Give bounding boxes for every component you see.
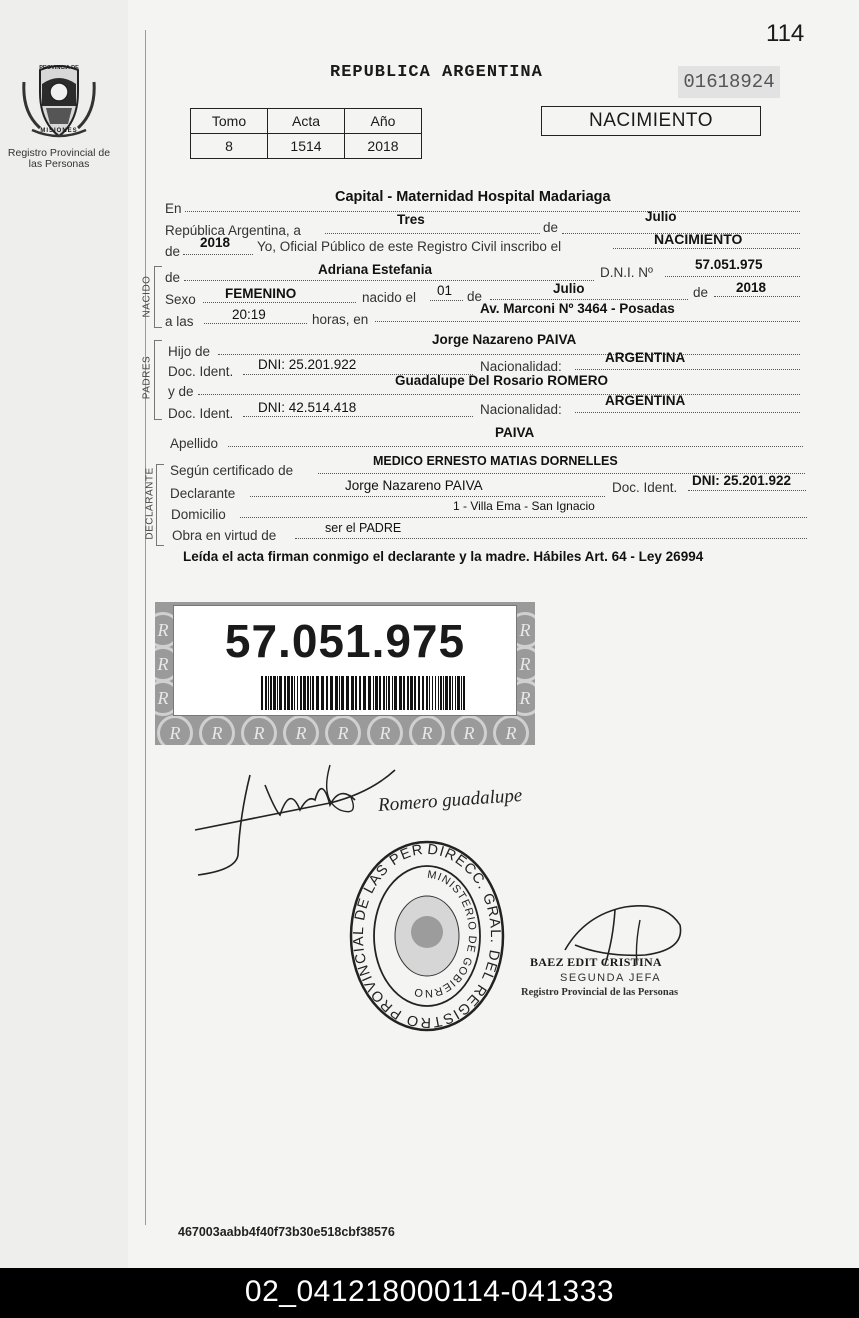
card-pattern-circle: R	[507, 646, 535, 682]
republica-label: República Argentina, a	[165, 223, 301, 238]
dni-card-face	[173, 605, 517, 716]
barcode-bar	[297, 676, 298, 710]
tomo-header: Tomo	[191, 109, 268, 134]
day-value: Tres	[397, 212, 425, 227]
barcode-bar	[410, 676, 413, 710]
barcode-bar	[426, 676, 428, 710]
dotted-line	[185, 211, 800, 212]
dotted-line	[325, 233, 540, 234]
dotted-line	[490, 299, 688, 300]
seal-inner-text: MINISTERIO DE GOBIERNO	[412, 868, 479, 1000]
oficial-text: Yo, Oficial Público de este Registro Civil inscribo el	[257, 239, 562, 254]
nac-label: Nacionalidad:	[480, 359, 562, 374]
dni-label: D.N.I. Nº	[600, 265, 653, 280]
hijo-label: Hijo de	[168, 344, 211, 359]
dotted-line	[198, 394, 800, 395]
barcode-bar	[457, 676, 460, 710]
barcode-bar	[432, 676, 433, 710]
barcode-bar	[452, 676, 453, 710]
dotted-line	[218, 354, 800, 355]
dotted-line	[575, 412, 800, 413]
horas-label: horas, en	[312, 312, 369, 327]
card-pattern-circle: R	[507, 680, 535, 716]
padres-side-label: PADRES	[141, 355, 153, 400]
barcode-bar	[399, 676, 402, 710]
barcode-bar	[373, 676, 374, 710]
barcode-bar	[455, 676, 456, 710]
father-nationality: ARGENTINA	[605, 350, 686, 365]
page-number: 114	[766, 20, 805, 47]
footer-code: 02_041218000114-041333	[244, 1275, 615, 1308]
card-pattern-circle: R	[157, 715, 193, 745]
barcode-bar	[284, 676, 286, 710]
barcode-bar	[392, 676, 393, 710]
de-label: de	[543, 220, 559, 235]
barcode-bar	[316, 676, 319, 710]
year-prefix: de	[165, 244, 181, 259]
seal-outer-text: DIRECC. GRAL. DEL REGISTRO PROVINCIAL DE LAS PER	[350, 841, 504, 1031]
dotted-line	[228, 446, 803, 447]
barcode-bar	[330, 676, 333, 710]
card-pattern-circle: R	[493, 715, 529, 745]
mother-nationality: ARGENTINA	[605, 393, 686, 408]
barcode-bar	[445, 676, 448, 710]
doc-label: Doc. Ident.	[168, 406, 234, 421]
barcode-bar	[346, 676, 349, 710]
card-pattern-circle: R	[155, 646, 181, 682]
document-hash: 467003aabb4f40f73b30e518cbf38576	[178, 1225, 395, 1239]
barcode-bar	[407, 676, 409, 710]
card-pattern-circle: R	[283, 715, 319, 745]
inscribe-value: NACIMIENTO	[654, 231, 743, 247]
dotted-line	[240, 517, 807, 518]
barcode-bar	[268, 676, 269, 710]
dotted-line	[204, 323, 307, 324]
barcode-bar	[261, 676, 263, 710]
father-doc: DNI: 25.201.922	[258, 357, 357, 372]
barcode-bar	[277, 676, 278, 710]
dotted-line	[613, 248, 800, 249]
barcode-bar	[310, 676, 311, 710]
act-type-box: NACIMIENTO	[541, 106, 761, 136]
birth-address: Av. Marconi Nº 3464 - Posadas	[480, 301, 675, 316]
nacido-de-label: de	[165, 270, 181, 285]
barcode-bar	[463, 676, 465, 710]
margin-rule	[145, 30, 146, 1225]
nacido-side-label: NACIDO	[141, 275, 153, 318]
barcode-bar	[363, 676, 366, 710]
apellido-value: PAIVA	[495, 425, 535, 440]
anio-value: 2018	[345, 134, 422, 159]
barcode-bar	[403, 676, 405, 710]
barcode-bar	[449, 676, 451, 710]
month-value: Julio	[645, 209, 677, 224]
barcode-bar	[335, 676, 338, 710]
decl-doc-label: Doc. Ident.	[612, 480, 678, 495]
certificate-issuer: MEDICO ERNESTO MATIAS DORNELLES	[373, 454, 618, 468]
dni-card	[155, 602, 535, 745]
crest-top-text: PROVINCIA DE	[39, 65, 79, 71]
official-name: BAEZ EDIT CRISTINA	[530, 955, 662, 969]
birth-time: 20:19	[232, 307, 266, 322]
page-margin	[0, 0, 128, 1268]
domicilio-label: Domicilio	[171, 507, 226, 522]
barcode-bar	[265, 676, 267, 710]
dni-card-number: 57.051.975	[224, 615, 466, 667]
domicilio-value: 1 - Villa Ema - San Ignacio	[453, 499, 595, 513]
father-name: Jorge Nazareno PAIVA	[432, 332, 577, 347]
barcode-bar	[351, 676, 354, 710]
acta-value: 1514	[268, 134, 345, 159]
barcode-bar	[461, 676, 462, 710]
de-label: de	[693, 285, 709, 300]
barcode-bar	[394, 676, 397, 710]
year-value: 2018	[200, 235, 231, 250]
barcode-bar	[312, 676, 314, 710]
barcode-bar	[435, 676, 436, 710]
official-org: Registro Provincial de las Personas	[521, 987, 679, 998]
de-label: de	[467, 289, 483, 304]
child-name: Adriana Estefania	[318, 262, 433, 277]
section-bracket	[154, 340, 162, 420]
mother-signature: Romero guadalupe	[377, 784, 523, 817]
barcode-bar	[339, 676, 340, 710]
barcode-bar	[307, 676, 309, 710]
barcode-bar	[294, 676, 295, 710]
cert-label: Según certificado de	[170, 463, 294, 478]
card-pattern-circle: R	[451, 715, 487, 745]
barcode-bar	[273, 676, 276, 710]
dotted-line	[184, 280, 594, 281]
alas-label: a las	[165, 314, 194, 329]
birth-day: 01	[437, 283, 453, 298]
dotted-line	[375, 321, 800, 322]
tomo-acta-table	[190, 108, 422, 159]
barcode-bar	[375, 676, 378, 710]
barcode-bar	[287, 676, 290, 710]
yde-label: y de	[168, 384, 194, 399]
declarante-label: Declarante	[170, 486, 236, 501]
mother-name: Guadalupe Del Rosario ROMERO	[395, 373, 609, 388]
card-pattern-circle: R	[507, 612, 535, 648]
registry-label: Registro Provincial de las Personas	[7, 147, 111, 170]
barcode-bar	[321, 676, 324, 710]
barcode-bar	[414, 676, 416, 710]
barcode-bar	[443, 676, 444, 710]
barcode-bar	[279, 676, 282, 710]
barcode-bar	[326, 676, 328, 710]
mother-doc: DNI: 42.514.418	[258, 400, 357, 415]
dotted-line	[250, 496, 605, 497]
dotted-line	[243, 416, 473, 417]
card-pattern-circle: R	[241, 715, 277, 745]
barcode-bar	[355, 676, 357, 710]
country-title: REPUBLICA ARGENTINA	[330, 63, 543, 82]
birth-month: Julio	[553, 281, 585, 296]
barcode-bar	[383, 676, 385, 710]
doc-label: Doc. Ident.	[168, 364, 234, 379]
barcode-bar	[440, 676, 442, 710]
barcode-bar	[270, 676, 272, 710]
barcode-icon	[259, 676, 471, 712]
barcode-bar	[422, 676, 424, 710]
crest-bottom-text: MISIONES	[40, 128, 78, 134]
closing-statement: Leída el acta firman conmigo el declarante y la madre. Hábiles Art. 64 - Ley 26994	[183, 549, 704, 564]
dotted-line	[430, 300, 463, 301]
card-pattern-circle: R	[155, 680, 181, 716]
barcode-bar	[341, 676, 344, 710]
provincial-crest-icon	[20, 62, 98, 142]
barcode-bar	[388, 676, 390, 710]
section-bracket	[156, 464, 164, 546]
dotted-line	[203, 302, 356, 303]
dotted-line	[688, 490, 806, 491]
barcode-bar	[438, 676, 439, 710]
barcode-bar	[300, 676, 302, 710]
obra-value: ser el PADRE	[325, 521, 402, 535]
obra-label: Obra en virtud de	[172, 528, 277, 543]
dotted-line	[183, 254, 253, 255]
acta-header: Acta	[268, 109, 345, 134]
dotted-line	[295, 538, 807, 539]
birth-year: 2018	[736, 280, 767, 295]
nacido-el-label: nacido el	[362, 290, 417, 305]
declarante-side-label: DECLARANTE	[144, 467, 156, 540]
barcode-bar	[386, 676, 387, 710]
declarante-doc: DNI: 25.201.922	[692, 473, 792, 488]
barcode-bar	[291, 676, 293, 710]
en-label: En	[165, 201, 182, 216]
barcode-bar	[359, 676, 361, 710]
dotted-line	[665, 276, 800, 277]
child-dni: 57.051.975	[695, 257, 763, 272]
tomo-value: 8	[191, 134, 268, 159]
barcode-bar	[303, 676, 306, 710]
card-pattern-circle: R	[325, 715, 361, 745]
sexo-label: Sexo	[165, 292, 196, 307]
card-pattern-circle: R	[367, 715, 403, 745]
dotted-line	[714, 296, 800, 297]
barcode-bar	[418, 676, 420, 710]
barcode-bar	[429, 676, 430, 710]
anio-header: Año	[345, 109, 422, 134]
card-pattern-circle: R	[409, 715, 445, 745]
card-pattern-circle: R	[199, 715, 235, 745]
dotted-line	[575, 369, 800, 370]
apellido-label: Apellido	[170, 436, 219, 451]
barcode-bar	[379, 676, 381, 710]
section-bracket	[154, 266, 162, 328]
sexo-value: FEMENINO	[225, 286, 297, 301]
official-seal	[348, 840, 506, 1032]
official-title: SEGUNDA JEFA	[560, 972, 662, 984]
nac-label: Nacionalidad:	[480, 402, 562, 417]
serial-number: 01618924	[678, 66, 780, 98]
declarante-name: Jorge Nazareno PAIVA	[345, 478, 483, 493]
card-pattern-circle: R	[155, 612, 181, 648]
barcode-bar	[368, 676, 371, 710]
place-value: Capital - Maternidad Hospital Madariaga	[335, 189, 611, 205]
